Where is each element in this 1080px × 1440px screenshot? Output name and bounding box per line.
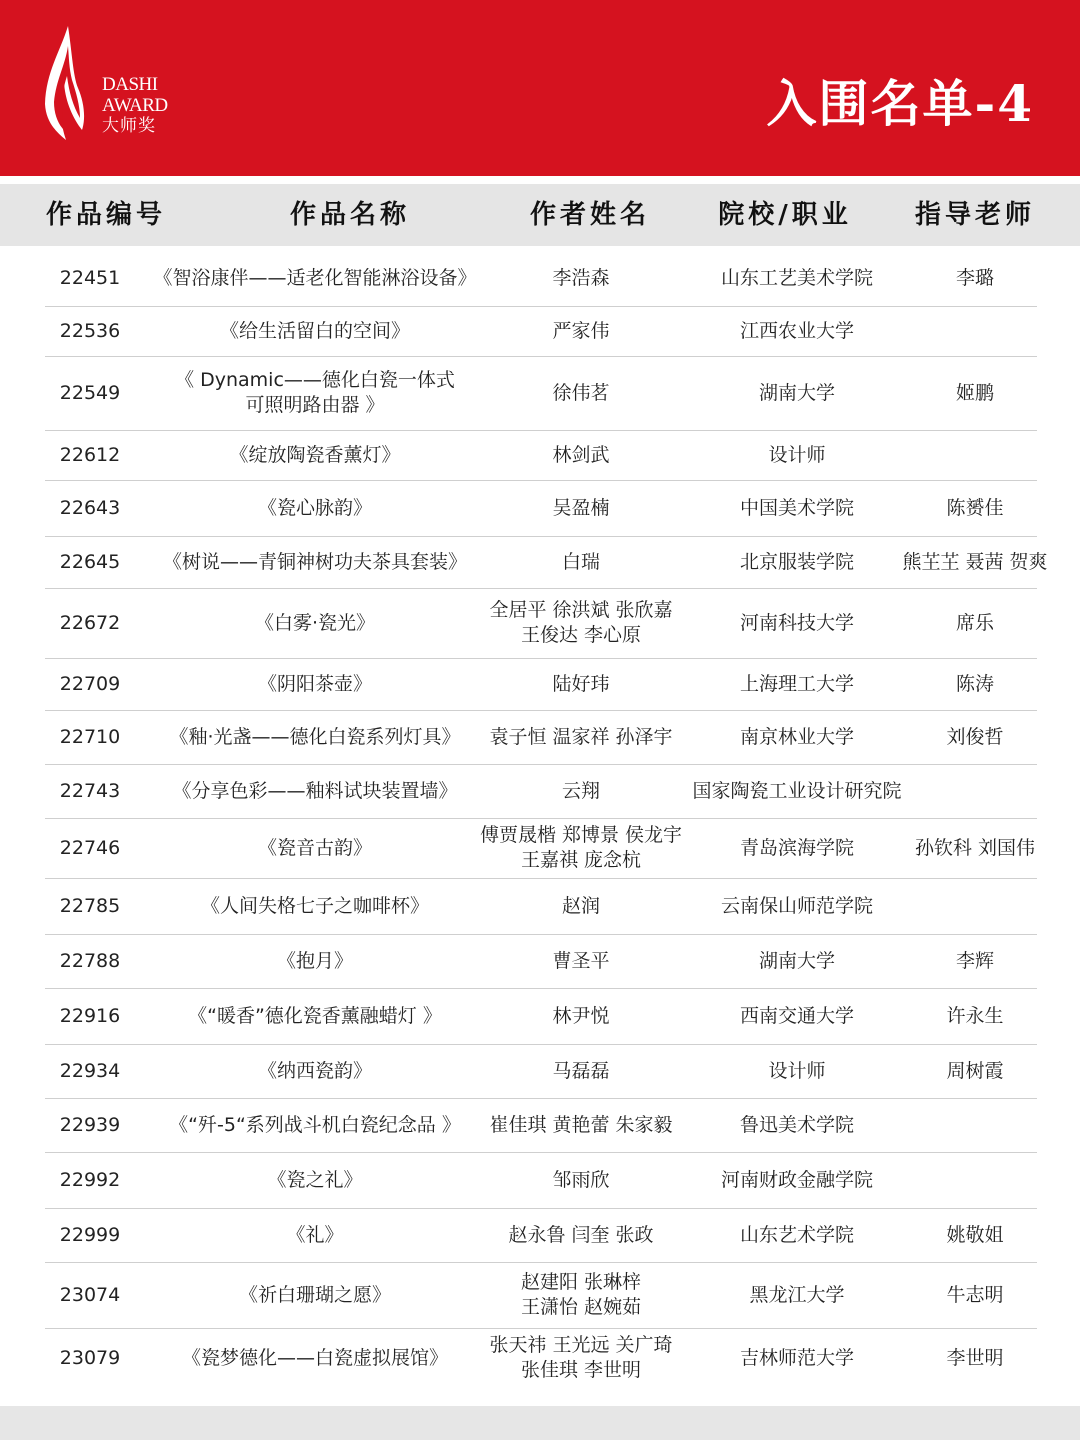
cell-author-line: 严家伟 [552,319,610,342]
cell-id [40,430,140,480]
table-row [45,710,1037,765]
cell-teacher-line: 周树霞 [946,1059,1004,1082]
cell-teacher-line: 许永生 [946,1004,1004,1027]
cell-id-text: 22939 [59,1113,121,1136]
cell-author [465,536,697,588]
cell-id [40,1098,140,1152]
header-banner [0,0,1080,176]
column-header-id: 作品编号 [45,200,166,230]
cell-teacher [890,1098,1060,1152]
cell-teacher [890,536,1060,588]
cell-teacher [890,818,1060,878]
cell-author [465,1208,697,1262]
table-row [45,1044,1037,1099]
table-row [45,250,1037,307]
cell-work-name [140,1152,490,1208]
cell-work-name-line: 《阴阳茶壶》 [257,672,372,695]
table-row [45,1098,1037,1153]
cell-author [465,878,697,934]
cell-work-name [140,878,490,934]
cell-teacher [890,1152,1060,1208]
cell-work-name [140,306,490,356]
logo-line-award: AWARD [102,95,168,116]
cell-id [40,480,140,536]
cell-teacher-line: 姚敬姐 [946,1223,1004,1246]
cell-school-line: 上海理工大学 [739,672,854,695]
cell-work-name-line: 《瓷心脉韵》 [257,496,372,519]
cell-author [465,1152,697,1208]
cell-teacher [890,480,1060,536]
cell-author [465,710,697,764]
logo-line-chinese: 大师奖 [102,116,156,136]
cell-school-line: 湖南大学 [758,949,835,972]
cell-work-name-line: 《瓷音古韵》 [257,836,372,859]
cell-teacher [890,356,1060,430]
cell-school [677,658,917,710]
cell-work-name [140,818,490,878]
cell-teacher [890,250,1060,306]
cell-author-line: 徐伟茗 [552,381,610,404]
cell-work-name-line: 《智浴康伴——适老化智能淋浴设备》 [153,266,477,289]
cell-teacher [890,1208,1060,1262]
cell-author-line: 王潇怡 赵婉茹 [520,1296,642,1318]
dashi-award-logo [42,22,192,144]
cell-teacher-line: 陈赟佳 [946,496,1004,519]
table-row [45,1208,1037,1263]
cell-id-text: 22992 [59,1168,121,1191]
cell-id [40,536,140,588]
cell-id [40,1262,140,1328]
cell-school [677,536,917,588]
cell-id [40,356,140,430]
cell-school-line: 国家陶瓷工业设计研究院 [692,779,902,802]
cell-id-text: 22549 [59,381,121,404]
cell-id [40,878,140,934]
cell-author-line: 赵永鲁 闫奎 张政 [508,1223,654,1246]
cell-school-line: 西南交通大学 [739,1004,854,1027]
cell-teacher [890,588,1060,658]
cell-teacher-line: 李璐 [955,266,994,289]
cell-work-name-line: 《祈白珊瑚之愿》 [238,1283,391,1306]
table-row [45,658,1037,711]
cell-author [465,588,697,658]
cell-author-line: 张佳琪 李世明 [520,1359,642,1381]
cell-school-line: 河南科技大学 [739,611,854,634]
cell-author [465,306,697,356]
cell-work-name [140,430,490,480]
cell-work-name-line: 《给生活留白的空间》 [219,319,410,342]
cell-id [40,1208,140,1262]
logo-wordmark [102,74,168,137]
cell-teacher-line: 熊芏芏 聂茜 贺爽 [902,550,1048,573]
cell-author-line: 全居平 徐洪斌 张欣嘉 [489,599,673,621]
cell-id [40,934,140,988]
cell-id [40,588,140,658]
cell-school [677,480,917,536]
cell-work-name [140,250,490,306]
cell-author-line: 林剑武 [552,443,610,466]
cell-school-line: 青岛滨海学院 [739,836,854,859]
table-row [45,536,1048,589]
table-row [45,934,1037,989]
cell-author [465,1044,697,1098]
cell-school-line: 设计师 [768,443,826,466]
cell-school [677,1044,917,1098]
table-row [45,988,1037,1045]
cell-school-line: 江西农业大学 [739,319,854,342]
cell-teacher-line: 牛志明 [946,1283,1004,1306]
table-row [45,480,1037,537]
page-title: 入围名单-4 [766,74,1034,133]
cell-school [677,764,917,818]
cell-work-name [140,1262,490,1328]
cell-author-line: 陆好玮 [552,672,610,695]
flame-emblem-icon [42,22,102,144]
cell-author-line: 邹雨欣 [552,1168,610,1191]
cell-work-name-line: 《树说——青铜神树功夫茶具套装》 [162,550,467,573]
table-row [45,430,1037,481]
cell-school [677,934,917,988]
cell-school [677,430,917,480]
cell-work-name-line: 《抱月》 [276,949,353,972]
cell-school [677,250,917,306]
cell-author-line: 崔佳琪 黄艳蕾 朱家毅 [489,1113,673,1136]
cell-author-line: 王嘉祺 庞念杭 [520,849,642,871]
cell-teacher-line: 姬鹏 [955,381,994,404]
logo-line-dashi: DASHI [102,74,158,95]
cell-work-name [140,480,490,536]
cell-school [677,1328,917,1388]
cell-work-name [140,1098,490,1152]
cell-id [40,1328,140,1388]
cell-school-line: 设计师 [768,1059,826,1082]
cell-id [40,988,140,1044]
cell-work-name-line: 《礼》 [286,1223,344,1246]
cell-id-text: 22709 [59,672,121,695]
cell-work-name [140,536,490,588]
cell-teacher [890,878,1060,934]
table-row [45,588,1037,659]
cell-id-text: 22536 [59,319,121,342]
cell-author [465,430,697,480]
cell-author-line: 马磊磊 [552,1059,610,1082]
cell-school [677,818,917,878]
cell-author [465,818,697,878]
cell-author [465,764,697,818]
cell-teacher-line: 席乐 [955,611,994,634]
cell-school [677,988,917,1044]
cell-id-text: 22645 [59,550,121,573]
cell-teacher-line: 刘俊哲 [946,725,1004,748]
cell-work-name-line: 《 Dynamic——德化白瓷一体式 [175,369,455,391]
cell-work-name-line: 《白雾·瓷光》 [254,611,376,634]
cell-author-line: 曹圣平 [552,949,610,972]
cell-id-text: 22672 [59,611,121,634]
cell-school-line: 鲁迅美术学院 [739,1113,854,1136]
cell-author [465,988,697,1044]
cell-id-text: 22788 [59,949,121,972]
cell-work-name-line: 《分享色彩——釉料试块装置墙》 [172,779,458,802]
cell-school-line: 湖南大学 [758,381,835,404]
cell-author-line: 云翔 [561,779,600,802]
footer-bar [0,1406,1080,1440]
cell-author-line: 赵润 [561,894,600,917]
cell-author [465,658,697,710]
cell-id-text: 22612 [59,443,121,466]
cell-teacher [890,764,1060,818]
table-row [45,764,1037,819]
cell-id-text: 22785 [59,894,121,917]
column-header-school: 院校/职业 [718,200,852,230]
cell-teacher [890,1044,1060,1098]
cell-author [465,356,697,430]
cell-author-line: 吴盈楠 [552,496,610,519]
cell-teacher [890,988,1060,1044]
cell-work-name [140,588,490,658]
cell-id [40,710,140,764]
cell-school-line: 云南保山师范学院 [720,894,873,917]
cell-teacher [890,430,1060,480]
cell-work-name-line: 《“歼-5“系列战斗机白瓷纪念品 》 [169,1113,461,1136]
cell-author-line: 王俊达 李心原 [520,624,642,646]
cell-teacher [890,658,1060,710]
cell-teacher [890,710,1060,764]
cell-author [465,1262,697,1328]
cell-work-name-line: 《绽放陶瓷香薰灯》 [229,443,401,466]
table-row [45,878,1037,935]
cell-school [677,1152,917,1208]
cell-school [677,306,917,356]
cell-id-text: 22451 [59,266,121,289]
cell-id-text: 22743 [59,779,121,802]
cell-school-line: 中国美术学院 [739,496,854,519]
cell-school-line: 北京服装学院 [739,550,854,573]
cell-id-text: 22999 [59,1223,121,1246]
cell-school [677,710,917,764]
cell-author-line: 张天祎 王光远 关广琦 [489,1334,673,1356]
cell-work-name [140,988,490,1044]
column-header-name: 作品名称 [289,200,410,230]
cell-id [40,1044,140,1098]
cell-work-name [140,1044,490,1098]
cell-id-text: 22643 [59,496,121,519]
cell-id-text: 23074 [59,1283,121,1306]
cell-school [677,1262,917,1328]
cell-school [677,1098,917,1152]
cell-work-name [140,764,490,818]
cell-work-name-line: 《纳西瓷韵》 [257,1059,372,1082]
cell-school-line: 黑龙江大学 [749,1283,845,1306]
cell-teacher-line: 陈涛 [955,672,994,695]
cell-author [465,250,697,306]
cell-id [40,1152,140,1208]
cell-id [40,250,140,306]
cell-author [465,480,697,536]
cell-teacher [890,934,1060,988]
table-row [45,818,1037,879]
cell-work-name [140,356,490,430]
cell-school [677,1208,917,1262]
cell-id [40,658,140,710]
cell-school-line: 吉林师范大学 [739,1346,854,1369]
cell-id-text: 22916 [59,1004,121,1027]
cell-teacher-line: 李世明 [946,1346,1004,1369]
cell-teacher [890,1328,1060,1388]
cell-school-line: 山东艺术学院 [739,1223,854,1246]
cell-work-name [140,1328,490,1388]
cell-author [465,1098,697,1152]
cell-work-name-line: 《“暖香”德化瓷香薰融蜡灯 》 [188,1004,442,1027]
cell-teacher [890,1262,1060,1328]
cell-author-line: 林尹悦 [552,1004,610,1027]
cell-work-name [140,710,490,764]
table-header [0,184,1080,246]
cell-teacher-line: 孙钦科 刘国伟 [914,836,1036,859]
cell-author [465,1328,697,1388]
cell-work-name-line: 《釉·光盏——德化白瓷系列灯具》 [169,725,461,748]
cell-id-text: 23079 [59,1346,121,1369]
cell-author-line: 袁子恒 温家祥 孙泽宇 [489,725,673,748]
cell-author-line: 赵建阳 张琳梓 [520,1271,642,1293]
cell-school-line: 山东工艺美术学院 [720,266,873,289]
table-row [45,306,1037,357]
cell-id [40,306,140,356]
cell-author-line: 傅贾晟楷 郑博景 侯龙宇 [479,824,683,846]
cell-school-line: 河南财政金融学院 [720,1168,873,1191]
column-header-author: 作者姓名 [529,200,650,230]
cell-work-name-line: 《瓷之礼》 [267,1168,363,1191]
cell-work-name-line: 《人间失格七子之咖啡杯》 [200,894,429,917]
cell-teacher [890,306,1060,356]
cell-author [465,934,697,988]
table-row [45,1152,1037,1209]
table-row [45,356,1037,431]
cell-id-text: 22934 [59,1059,121,1082]
table-row [45,1328,1037,1388]
cell-id [40,764,140,818]
cell-work-name-line: 《瓷梦德化——白瓷虚拟展馆》 [181,1346,448,1369]
cell-work-name [140,934,490,988]
cell-author-line: 白瑞 [561,550,600,573]
cell-work-name-line: 可照明路由器 》 [245,394,385,416]
cell-author-line: 李浩森 [552,266,610,289]
cell-id-text: 22746 [59,836,121,859]
cell-school [677,356,917,430]
table-row [45,1262,1037,1329]
cell-school-line: 南京林业大学 [739,725,854,748]
cell-work-name [140,1208,490,1262]
cell-id-text: 22710 [59,725,121,748]
cell-school [677,878,917,934]
column-header-teacher: 指导老师 [914,200,1035,230]
cell-id [40,818,140,878]
cell-work-name [140,658,490,710]
cell-school [677,588,917,658]
cell-teacher-line: 李辉 [955,949,994,972]
